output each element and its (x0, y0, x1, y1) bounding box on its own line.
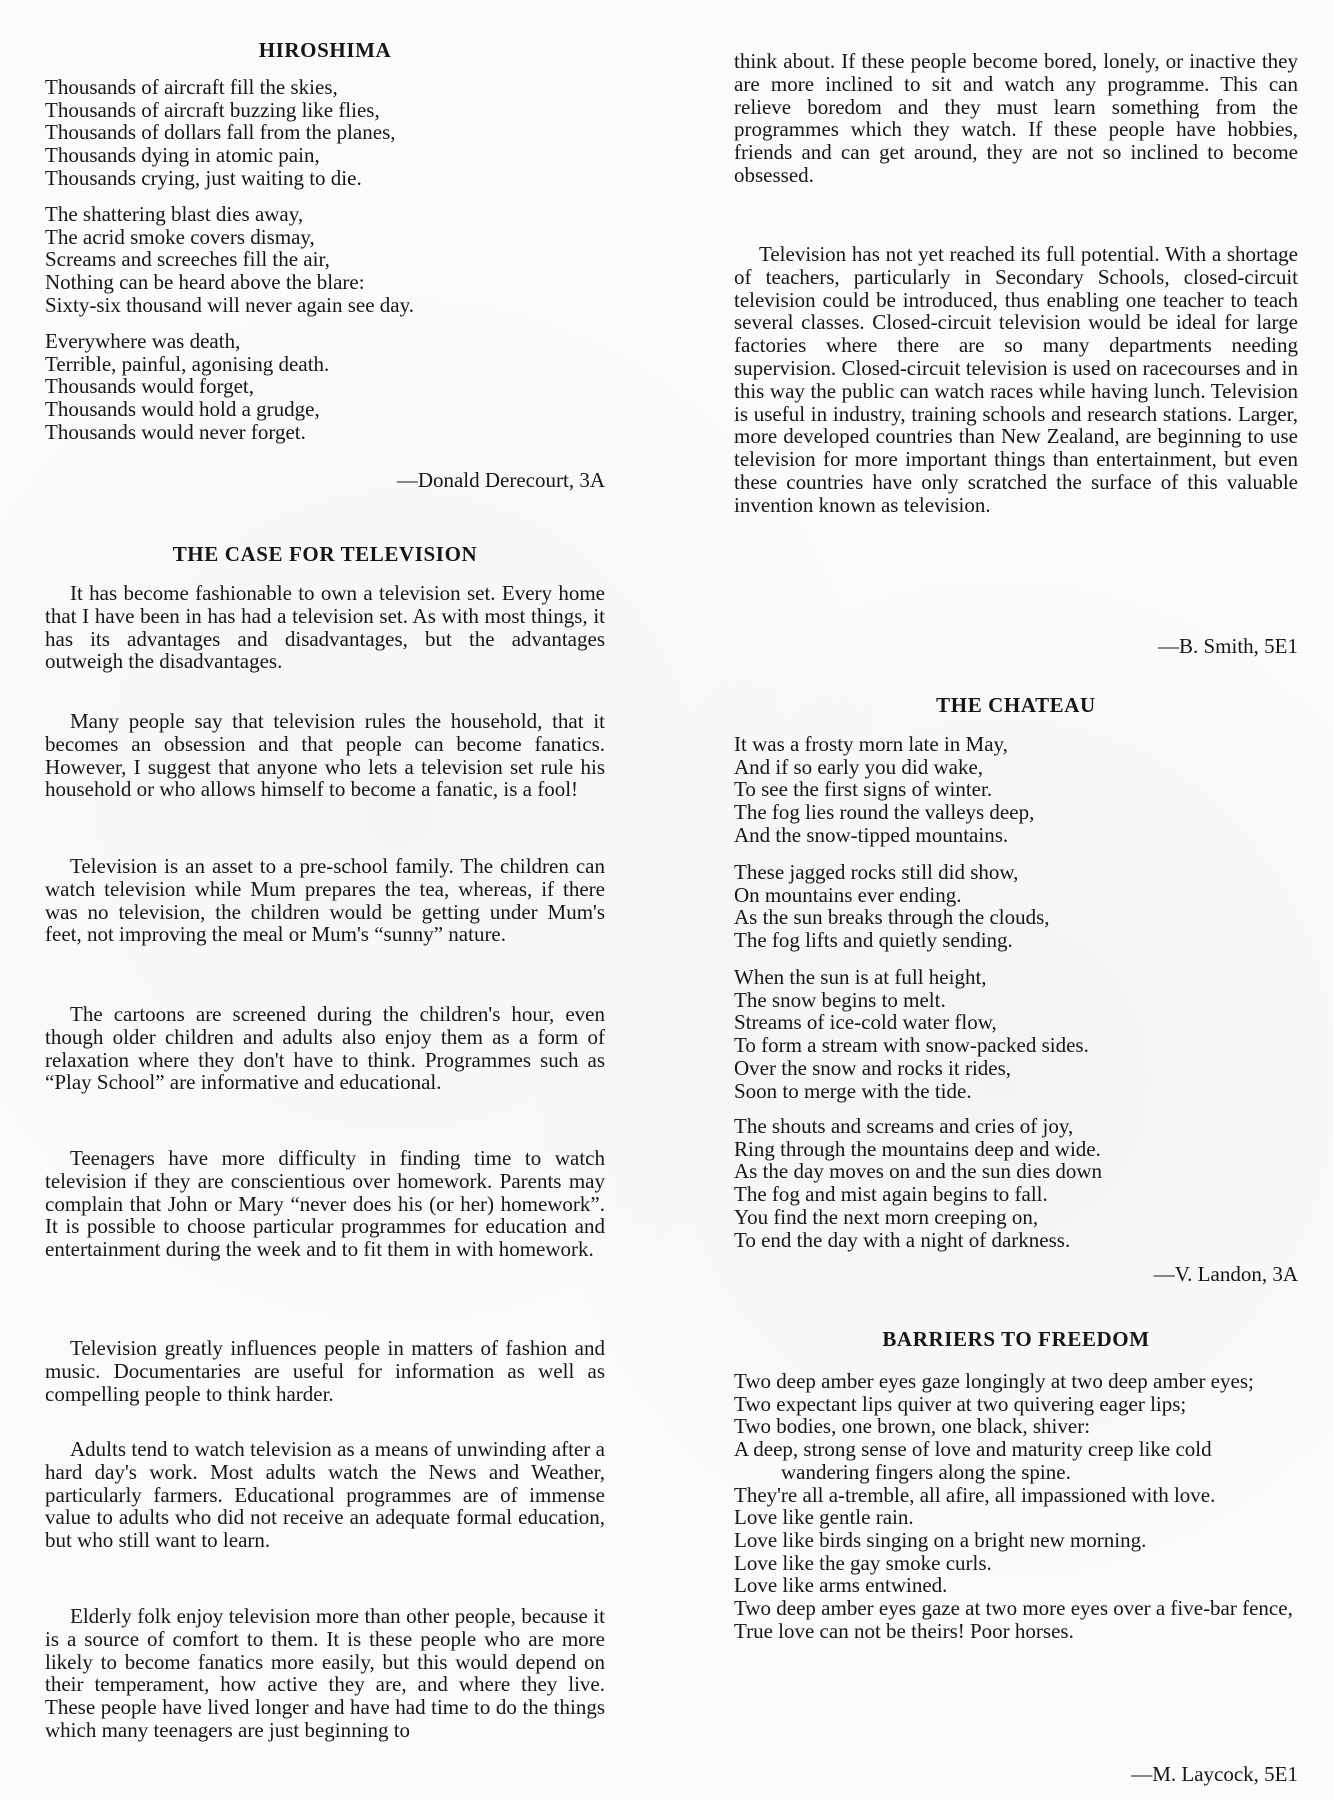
verse-line: The shattering blast dies away, (45, 202, 304, 226)
paragraph: Teenagers have more difficulty in finding time to watch television if they are conscientious over homework. Parents may complain that John or Mary “never does his (or her) homework”. It is possible to choose particular programmes for education and entertainment during the week and to fit them in with homework. (45, 1146, 605, 1262)
verse-line: Sixty-six thousand will never again see day. (45, 292, 414, 317)
verse-line: Two expectant lips quiver at two quivering eager lips; (734, 1391, 1187, 1416)
paragraph: Elderly folk enjoy television more than other people, because it is a source of comfort to them. It is these people who are more likely to become fanatics more easily, but this would depend on their temperament, how active they are, and where they live. These people have lived longer and have had time to do the things which many teenagers are just beginning to (45, 1604, 605, 1742)
stanza (734, 1115, 1298, 1251)
verse-line: The acrid smoke covers dismay, (45, 224, 315, 249)
byline: —M. Laycock, 5E1 (1131, 1762, 1298, 1786)
verse-line: Two bodies, one brown, one black, shiver: (734, 1414, 1091, 1439)
verse-line: Thousands of dollars fall from the planes, (45, 120, 396, 145)
verse-line: To form a stream with snow-packed sides. (734, 1033, 1089, 1058)
stanza (45, 76, 605, 190)
verse-line: The fog lifts and quietly sending. (734, 928, 1013, 953)
verse-line: They're all a-tremble, all afire, all impassioned with love. (734, 1482, 1216, 1507)
stanza (734, 861, 1298, 952)
verse-line: Love like gentle rain. (734, 1505, 914, 1530)
poem-title: HIROSHIMA (258, 38, 392, 62)
verse-line: Love like the gay smoke curls. (734, 1550, 992, 1575)
verse-line: To end the day with a night of darkness. (734, 1227, 1071, 1252)
poem-title: BARRIERS TO FREEDOM (882, 1327, 1150, 1351)
paragraph: It has become fashionable to own a television set. Every home that I have been in has had a television set. As with most things, it has its advantages and disadvantages, but the advantages outweigh the disadvantages. (45, 581, 605, 674)
poem-title: THE CHATEAU (936, 693, 1096, 717)
verse-line: The fog lies round the valleys deep, (734, 800, 1035, 825)
essay-title: THE CASE FOR TELEVISION (172, 542, 478, 566)
paragraph: think about. If these people become bored, lonely, or inactive they are more inclined to sit and watch any programme. This can relieve boredom and they must learn something from the programmes which they watch. If these people have hobbies, friends and can get around, they are not so inclined to become obsessed. (734, 49, 1298, 187)
paragraph: Television is an asset to a pre-school family. The children can watch television while Mum prepares the tea, whereas, if there was no television, the children would be getting under Mum's feet, not improving the meal or Mum's “sunny” nature. (45, 854, 605, 947)
verse-line: And if so early you did wake, (734, 754, 984, 779)
byline: —V. Landon, 3A (1153, 1262, 1298, 1286)
verse-line: Love like arms entwined. (734, 1573, 948, 1598)
verse-line: Everywhere was death, (45, 329, 241, 353)
verse-line: Two deep amber eyes gaze at two more eyes over a five-bar fence, (734, 1596, 1293, 1621)
verse-line: The snow begins to melt. (734, 987, 946, 1012)
verse-line: It was a frosty morn late in May, (734, 732, 1008, 756)
stanza (734, 733, 1298, 847)
byline: —Donald Derecourt, 3A (396, 468, 605, 492)
stanza (45, 203, 605, 317)
byline: —B. Smith, 5E1 (1157, 634, 1298, 658)
paragraph: Television has not yet reached its full potential. With a shortage of teachers, particularly in Secondary Schools, closed-circuit television could be introduced, thus enabling one teacher to teach several classes. Closed-circuit television would be ideal for large factories where there are so many departments needing supervision. Closed-circuit television is used on racecourses and in this way the public can watch races while having lunch. Television is useful in industry, training schools and research stations. Larger, more developed countries than New Zealand, are beginning to use television for more important things than entertainment, but even these countries have only scratched the surface of this valuable invention known as television. (734, 242, 1298, 517)
verse-line: As the sun breaks through the clouds, (734, 905, 1050, 930)
verse-line: Nothing can be heard above the blare: (45, 270, 365, 295)
paragraph: Adults tend to watch television as a means of unwinding after a hard day's work. Most adults watch the News and Weather, particularly farmers. Educational programmes are of immense value to adults who did not receive an adequate formal education, but who still want to learn. (45, 1437, 605, 1553)
verse-line: Over the snow and rocks it rides, (734, 1055, 1012, 1080)
verse-line: Thousands would forget, (45, 374, 255, 399)
paragraph: The cartoons are screened during the children's hour, even though older children and adults also enjoy them as a form of relaxation where they don't have to think. Programmes such as “Play School” are informative and educational. (45, 1002, 605, 1095)
verse-line: Thousands would hold a grudge, (45, 397, 320, 422)
verse-line: True love can not be theirs! Poor horses. (734, 1618, 1074, 1643)
verse-line: To see the first signs of winter. (734, 777, 993, 802)
verse-line: A deep, strong sense of love and maturity creep like cold wandering fingers along the spine. (734, 1437, 1212, 1484)
verse-line: Streams of ice-cold water flow, (734, 1010, 997, 1035)
verse-line: As the day moves on and the sun dies down (734, 1159, 1103, 1184)
verse-line: Thousands dying in atomic pain, (45, 143, 320, 168)
stanza (734, 966, 1298, 1102)
verse-line: Ring through the mountains deep and wide. (734, 1136, 1101, 1161)
verse-line: The fog and mist again begins to fall. (734, 1182, 1048, 1207)
verse-line: Thousands would never forget. (45, 419, 306, 444)
verse-line: These jagged rocks still did show, (734, 860, 1019, 884)
verse-line: Soon to merge with the tide. (734, 1078, 972, 1103)
verse-line: You find the next morn creeping on, (734, 1204, 1039, 1229)
verse-line: Thousands crying, just waiting to die. (45, 165, 362, 190)
verse-line: Screams and screeches fill the air, (45, 247, 330, 272)
verse-line: Thousands of aircraft buzzing like flies, (45, 97, 380, 122)
verse-line: The shouts and screams and cries of joy, (734, 1114, 1074, 1138)
paragraph: Television greatly influences people in matters of fashion and music. Documentaries are useful for information as well as compelling people to think harder. (45, 1336, 605, 1406)
poem-body (734, 1370, 1298, 1642)
verse-line: Thousands of aircraft fill the skies, (45, 75, 338, 99)
verse-line: Two deep amber eyes gaze longingly at two deep amber eyes; (734, 1369, 1254, 1393)
stanza (45, 330, 605, 444)
verse-line: On mountains ever ending. (734, 882, 962, 907)
verse-line: When the sun is at full height, (734, 965, 987, 989)
verse-line: Love like birds singing on a bright new morning. (734, 1527, 1147, 1552)
paragraph: Many people say that television rules the household, that it becomes an obsession and that people can become fanatics. However, I suggest that anyone who lets a television set rule his household or who allows himself to become a fanatic, is a fool! (45, 709, 605, 802)
verse-line: And the snow-tipped mountains. (734, 822, 1009, 847)
verse-line: Terrible, painful, agonising death. (45, 351, 330, 376)
